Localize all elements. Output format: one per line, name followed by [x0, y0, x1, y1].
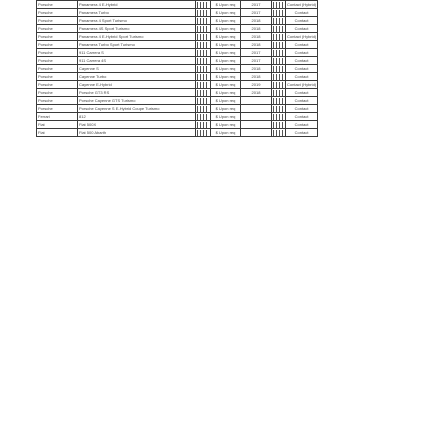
- model-cell: Panamera 4 Sport Turismo: [78, 17, 196, 25]
- table-row: [37, 89, 318, 97]
- table-row: [37, 129, 318, 137]
- model-cell: Cayenne E-Hybrid: [78, 81, 196, 89]
- table-row: [37, 81, 318, 89]
- vertical-cell: [272, 49, 286, 57]
- vertical-text-cell: [197, 74, 209, 80]
- year-cell: [241, 113, 272, 121]
- vertical-cell: [196, 49, 211, 57]
- model-cell: Fiat 500X: [78, 121, 196, 129]
- vertical-text-cell: [197, 50, 209, 56]
- vertical-text-cell: [273, 42, 284, 48]
- make-cell: Porsche: [37, 57, 78, 65]
- vertical-cell: [196, 33, 211, 41]
- vertical-text-cell: [197, 106, 209, 112]
- year-cell: 2018: [241, 89, 272, 97]
- price-cell: $ Upon req: [211, 1, 241, 9]
- vertical-text-cell: [273, 106, 284, 112]
- status-cell: Contact: [286, 9, 318, 17]
- vertical-cell: [272, 33, 286, 41]
- vertical-cell: [272, 113, 286, 121]
- table-row: [37, 65, 318, 73]
- year-cell: 2018: [241, 73, 272, 81]
- model-cell: Cayenne Turbo: [78, 73, 196, 81]
- price-cell: $ Upon req: [211, 65, 241, 73]
- make-cell: Fiat: [37, 121, 78, 129]
- table-row: [37, 33, 318, 41]
- status-cell: Contact (Hybrid): [287, 81, 317, 87]
- make-cell: Porsche: [37, 25, 78, 33]
- year-cell: 2018: [241, 65, 272, 73]
- vertical-cell: [196, 73, 211, 81]
- vertical-cell: [272, 81, 286, 89]
- price-cell: $ Upon req: [211, 97, 241, 105]
- year-cell: 2017: [241, 1, 272, 9]
- make-cell: Porsche: [37, 9, 78, 17]
- vertical-cell: [272, 1, 286, 9]
- vertical-text-cell: [197, 82, 209, 88]
- vertical-cell: [272, 73, 286, 81]
- year-cell: [241, 105, 272, 113]
- price-cell: $ Upon req: [211, 73, 241, 81]
- vertical-text-cell: [197, 122, 209, 128]
- vertical-text-cell: [273, 18, 284, 24]
- table-row: [37, 97, 318, 105]
- table-row: [37, 41, 318, 49]
- vertical-text-cell: [197, 18, 209, 24]
- vertical-cell: [196, 81, 211, 89]
- vertical-text-cell: [197, 114, 209, 120]
- price-cell: $ Upon req: [211, 9, 241, 17]
- status-cell: Contact: [286, 129, 318, 137]
- vertical-cell: [196, 97, 211, 105]
- vertical-text-cell: [273, 58, 284, 64]
- table-row: [37, 57, 318, 65]
- year-cell: [241, 97, 272, 105]
- table-row: [37, 113, 318, 121]
- status-cell: Contact: [286, 49, 318, 57]
- vertical-text-cell: [197, 66, 209, 72]
- year-cell: [241, 121, 272, 129]
- make-cell: Porsche: [37, 105, 78, 113]
- status-cell: Contact: [286, 121, 318, 129]
- make-cell: Porsche: [37, 1, 78, 9]
- status-cell: Contact: [286, 105, 318, 113]
- make-cell: Porsche: [37, 73, 78, 81]
- vertical-text-cell: [273, 34, 284, 40]
- status-cell: Contact: [286, 41, 318, 49]
- vertical-cell: [272, 105, 286, 113]
- model-cell: Fiat 500 Abarth: [78, 129, 196, 137]
- price-cell: $ Upon req: [211, 25, 241, 33]
- vertical-cell: [272, 17, 286, 25]
- table-row: [37, 49, 318, 57]
- status-cell: Contact: [286, 25, 318, 33]
- vertical-text-cell: [197, 34, 209, 40]
- vertical-text-cell: [197, 130, 209, 136]
- make-cell: Porsche: [37, 97, 78, 105]
- status-cell: Contact: [286, 17, 318, 25]
- vertical-cell: [272, 121, 286, 129]
- table-row: [37, 73, 318, 81]
- model-cell: Panamera 4 E-Hybrid Sport Turismo: [78, 33, 196, 41]
- table-row: [37, 25, 318, 33]
- year-cell: 2017: [241, 49, 272, 57]
- year-cell: 2018: [241, 41, 272, 49]
- vertical-text-cell: [197, 26, 209, 32]
- vertical-text-cell: [197, 42, 209, 48]
- vertical-text-cell: [273, 90, 284, 96]
- model-cell: Porsche GT3 RS: [78, 89, 196, 97]
- make-cell: Porsche: [37, 33, 78, 41]
- vertical-cell: [196, 25, 211, 33]
- vertical-cell: [272, 41, 286, 49]
- status-cell: Contact (Hybrid): [287, 1, 317, 7]
- model-cell: Porsche Cayenne S E-Hybrid Coupe Turismo: [78, 105, 196, 113]
- price-cell: $ Upon req: [211, 113, 241, 121]
- vertical-cell: [272, 65, 286, 73]
- year-cell: 2018: [241, 25, 272, 33]
- make-cell: Ferrari: [37, 113, 78, 121]
- price-cell: $ Upon req: [211, 129, 241, 137]
- vertical-text-cell: [273, 74, 284, 80]
- vertical-text-cell: [273, 130, 284, 136]
- vertical-cell: [196, 9, 211, 17]
- vertical-cell: [196, 105, 211, 113]
- vertical-cell: [272, 9, 286, 17]
- vertical-text-cell: [273, 26, 284, 32]
- spreadsheet: [36, 0, 318, 137]
- vertical-cell: [196, 41, 211, 49]
- vertical-cell: [196, 1, 211, 9]
- vertical-cell: [272, 97, 286, 105]
- make-cell: Porsche: [37, 81, 78, 89]
- year-cell: 2017: [241, 9, 272, 17]
- status-cell: Contact: [286, 113, 318, 121]
- vertical-text-cell: [273, 82, 284, 88]
- model-cell: 911 Carrera 4S: [78, 57, 196, 65]
- table-row: [37, 121, 318, 129]
- model-cell: Panamera 4 E-Hybrid: [78, 1, 196, 9]
- year-cell: 2018: [241, 17, 272, 25]
- status-cell: Contact (Hybrid): [287, 33, 317, 39]
- vertical-cell: [196, 129, 211, 137]
- price-cell: $ Upon req: [211, 89, 241, 97]
- table-row: [37, 1, 318, 9]
- year-cell: 2019: [241, 81, 272, 89]
- vertical-cell: [196, 89, 211, 97]
- year-cell: 2017: [241, 57, 272, 65]
- vertical-cell: [272, 25, 286, 33]
- inventory-table: [36, 0, 318, 137]
- year-cell: [241, 129, 272, 137]
- status-cell: Contact: [286, 97, 318, 105]
- make-cell: Porsche: [37, 65, 78, 73]
- status-cell: Contact: [286, 57, 318, 65]
- price-cell: $ Upon req: [211, 121, 241, 129]
- model-cell: 812: [78, 113, 196, 121]
- status-cell: Contact: [286, 73, 318, 81]
- table-row: [37, 9, 318, 17]
- vertical-text-cell: [197, 58, 209, 64]
- vertical-text-cell: [197, 90, 209, 96]
- vertical-cell: [196, 57, 211, 65]
- model-cell: Panamera Turbo Sport Turismo: [78, 41, 196, 49]
- make-cell: Porsche: [37, 49, 78, 57]
- year-cell: 2018: [241, 33, 272, 41]
- price-cell: $ Upon req: [211, 105, 241, 113]
- table-row: [37, 17, 318, 25]
- price-cell: $ Upon req: [211, 57, 241, 65]
- vertical-cell: [196, 17, 211, 25]
- vertical-text-cell: [273, 114, 284, 120]
- model-cell: Panamera 4S Sport Turismo: [78, 25, 196, 33]
- vertical-text-cell: [197, 98, 209, 104]
- vertical-cell: [196, 65, 211, 73]
- vertical-text-cell: [273, 122, 284, 128]
- price-cell: $ Upon req: [211, 81, 241, 89]
- model-cell: 911 Carrera S: [78, 49, 196, 57]
- vertical-cell: [272, 57, 286, 65]
- vertical-text-cell: [273, 2, 284, 8]
- vertical-text-cell: [273, 98, 284, 104]
- vertical-text-cell: [273, 50, 284, 56]
- status-cell: Contact: [286, 89, 318, 97]
- vertical-text-cell: [273, 10, 284, 16]
- vertical-cell: [196, 121, 211, 129]
- table-row: [37, 105, 318, 113]
- make-cell: Porsche: [37, 41, 78, 49]
- price-cell: $ Upon req: [211, 41, 241, 49]
- vertical-cell: [272, 89, 286, 97]
- vertical-text-cell: [273, 66, 284, 72]
- vertical-cell: [196, 113, 211, 121]
- price-cell: $ Upon req: [211, 49, 241, 57]
- vertical-text-cell: [197, 10, 209, 16]
- status-cell: Contact: [286, 65, 318, 73]
- price-cell: $ Upon req: [211, 17, 241, 25]
- make-cell: Porsche: [37, 17, 78, 25]
- make-cell: Fiat: [37, 129, 78, 137]
- model-cell: Porsche Cayenne GTS Turismo: [78, 97, 196, 105]
- price-cell: $ Upon req: [211, 33, 241, 41]
- model-cell: Panamera Turbo: [78, 9, 196, 17]
- vertical-text-cell: [197, 2, 209, 8]
- vertical-cell: [272, 129, 286, 137]
- make-cell: Porsche: [37, 89, 78, 97]
- model-cell: Cayenne S: [78, 65, 196, 73]
